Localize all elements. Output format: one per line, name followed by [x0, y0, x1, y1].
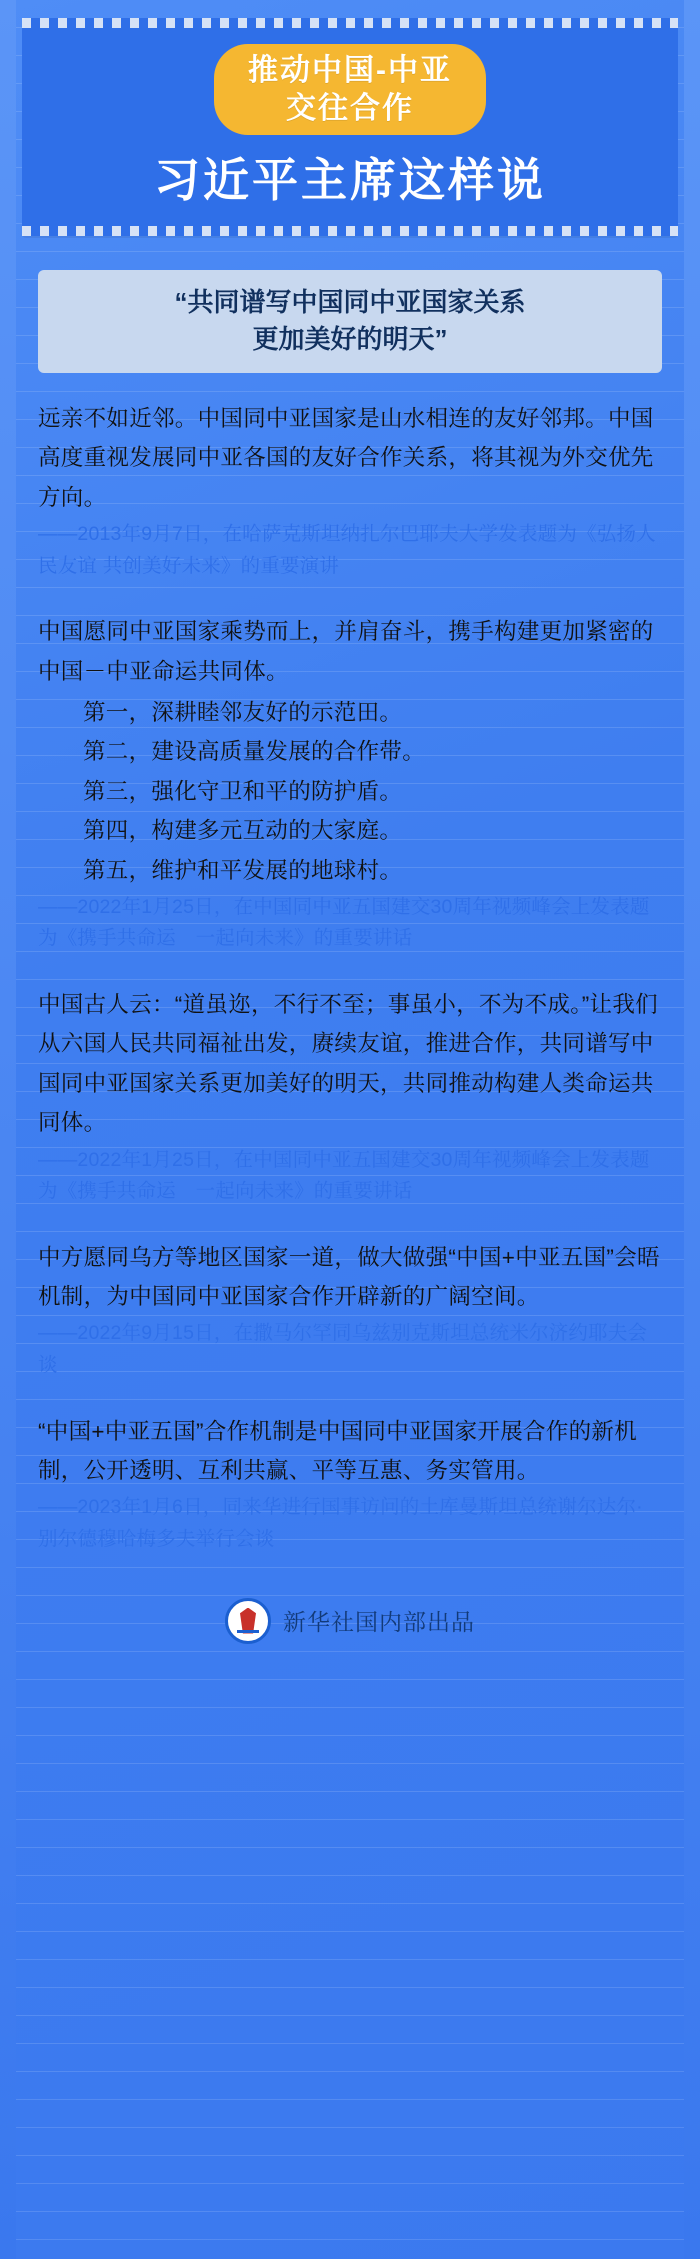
list-item: 第四，构建多元互动的大家庭。 [83, 818, 403, 844]
quote-block [38, 1238, 662, 1382]
quote-paragraph: 中国愿同中亚国家乘势而上，并肩奋斗，携手构建更加紧密的中国－中亚命运共同体。 [38, 619, 654, 684]
quote-paragraph: 中方愿同乌方等地区国家一道，做大做强“中国+中亚五国”会晤机制，为中国同中亚国家合作开辟新的广阔空间。 [38, 1244, 660, 1310]
header-pill-line-2: 交往合作 [286, 91, 414, 125]
quote-paragraph: 远亲不如近邻。中国同中亚国家是山水相连的友好邻邦。中国高度重视发展同中亚各国的友好合作关系，将其视为外交优先方向。 [38, 405, 654, 510]
xinhua-logo-icon [225, 1598, 271, 1644]
header-bottom-notch-decoration [22, 226, 678, 236]
header-pill-line-1: 推动中国-中亚 [248, 54, 452, 87]
content-body [38, 399, 662, 1556]
quote-source: ——2022年9月15日，在撒马尔罕同乌兹别克斯坦总统米尔济约耶夫会谈 [38, 1322, 648, 1377]
header-top-notch-decoration [22, 18, 678, 28]
quote-source: ——2022年1月25日，在中国同中亚五国建交30周年视频峰会上发表题为《携手共命运 一起向未来》的重要讲话 [38, 1148, 650, 1203]
quote-heading-line-1: “共同谱写中国同中亚国家关系 [174, 286, 526, 317]
quote-block [38, 1412, 662, 1556]
footer [16, 1582, 684, 1678]
quote-source: ——2013年9月7日，在哈萨克斯坦纳扎尔巴耶夫大学发表题为《弘扬人民友谊 共创美好未来》的重要演讲 [38, 523, 656, 577]
quote-block [38, 399, 662, 582]
quote-paragraph: 中国古人云：“道虽迩，不行不至；事虽小，不为不成。”让我们从六国人民共同福祉出发，赓续友谊，推进合作，共同谱写中国同中亚国家关系更加美好的明天，共同推动构建人类命运共同体。 [38, 992, 658, 1136]
page-title: 习近平主席这样说 [154, 154, 546, 206]
quote-heading [38, 270, 662, 373]
quote-list [38, 693, 662, 890]
quote-source: ——2023年1月6日，同来华进行国事访问的土库曼斯坦总统谢尔达尔·别尔德穆哈梅多夫举行会谈 [38, 1496, 643, 1550]
quote-block [38, 985, 662, 1208]
list-item: 第一，深耕睦邻友好的示范田。 [83, 700, 403, 725]
footer-text: 新华社国内部出品 [283, 1609, 475, 1635]
quote-source: ——2022年1月25日，在中国同中亚五国建交30周年视频峰会上发表题为《携手共命运 一起向未来》的重要讲话 [38, 895, 650, 950]
header-banner [22, 18, 678, 236]
list-item: 第五，维护和平发展的地球村。 [83, 857, 403, 883]
list-item: 第三，强化守卫和平的防护盾。 [83, 778, 403, 804]
list-item: 第二，建设高质量发展的合作带。 [83, 739, 426, 765]
quote-paragraph: “中国+中亚五国”合作机制是中国同中亚国家开展合作的新机制，公开透明、互利共赢、平等互惠、务实管用。 [38, 1418, 638, 1483]
quote-block [38, 612, 662, 955]
quote-heading-line-2: 更加美好的明天” [252, 324, 448, 355]
header-pill [214, 44, 486, 135]
